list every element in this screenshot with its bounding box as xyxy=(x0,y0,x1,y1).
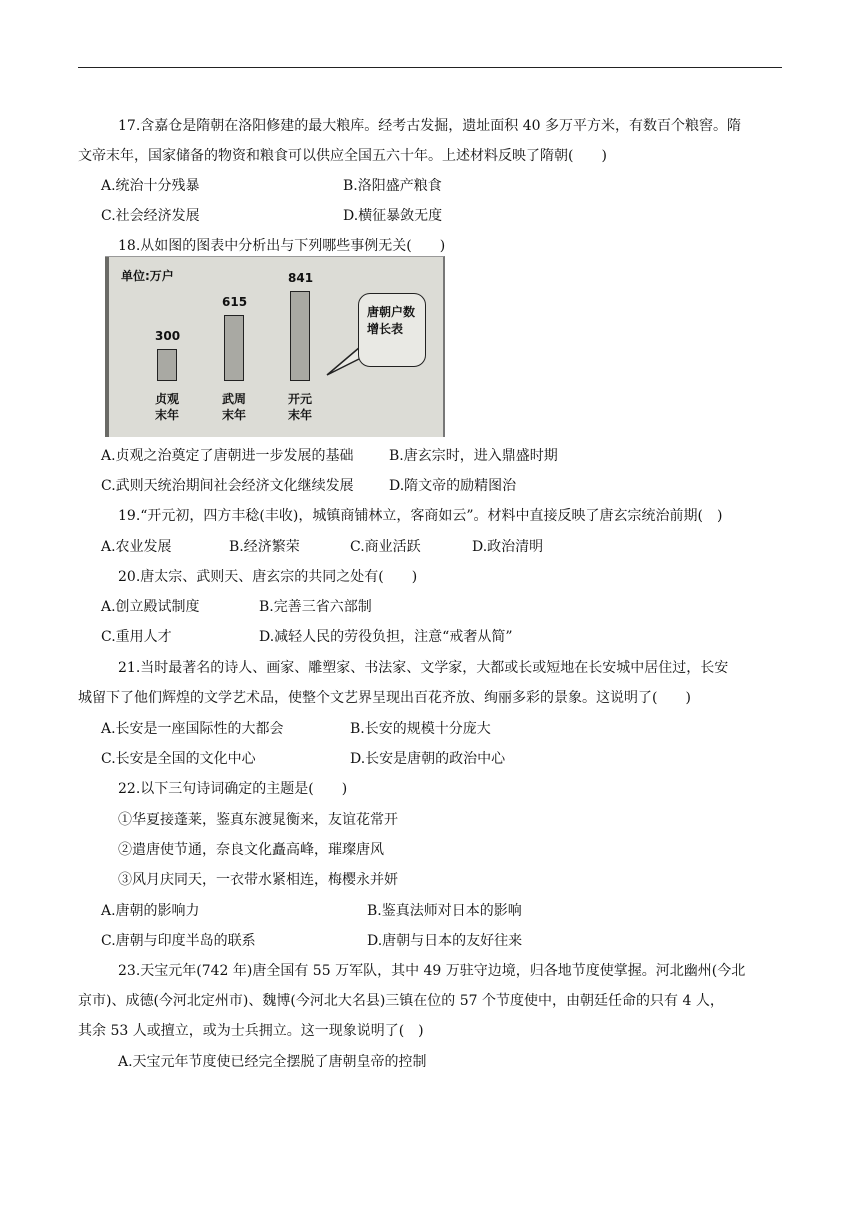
q20-stem: 20.唐太宗、武则天、唐玄宗的共同之处有( ) xyxy=(118,569,418,585)
q18-stem: 18.从如图的图表中分析出与下列哪些事例无关( ) xyxy=(118,238,446,254)
category-label-3: 开元 末年 xyxy=(287,392,312,422)
q17-option-a[interactable]: A.统治十分残暴 xyxy=(101,178,200,194)
q20-option-b[interactable]: B.完善三省六部制 xyxy=(259,599,372,615)
annotation-text: 唐朝户数增长表 xyxy=(367,305,416,336)
category-label-1: 贞观 末年 xyxy=(154,392,179,422)
household-bar-chart xyxy=(105,256,445,437)
q17-option-b[interactable]: B.洛阳盛产粮食 xyxy=(343,178,442,194)
q22-poem-2: ②遣唐使节通，奈良文化矗高峰，璀璨唐风 xyxy=(118,842,384,858)
bar-1 xyxy=(157,349,177,381)
q21-stem-line-1: 21.当时最著名的诗人、画家、雕塑家、书法家、文学家，大都或长或短地在长安城中居住过，长安 xyxy=(118,660,729,676)
q18-option-c[interactable]: C.武则天统治期间社会经济文化继续发展 xyxy=(101,478,354,494)
chart-unit-label: 单位:万户 xyxy=(121,269,174,283)
q20-option-a[interactable]: A.创立殿试制度 xyxy=(101,599,200,615)
q20-option-c[interactable]: C.重用人才 xyxy=(101,629,172,645)
q22-poem-1: ①华夏接蓬莱，鉴真东渡晁衡来，友谊花常开 xyxy=(118,812,398,828)
annotation-bubble xyxy=(358,293,426,367)
q17-stem-line-2: 文帝末年，国家储备的物资和粮食可以供应全国五六十年。上述材料反映了隋朝( ) xyxy=(78,148,607,164)
q21-option-b[interactable]: B.长安的规模十分庞大 xyxy=(350,721,491,737)
q20-option-d[interactable]: D.减轻人民的劳役负担，注意“戒奢从简” xyxy=(259,629,513,645)
q19-option-c[interactable]: C.商业活跃 xyxy=(350,539,421,555)
header-rule xyxy=(78,67,782,68)
q21-option-c[interactable]: C.长安是全国的文化中心 xyxy=(101,751,256,767)
q22-option-d[interactable]: D.唐朝与日本的友好往来 xyxy=(367,933,523,949)
q19-stem: 19.“开元初，四方丰稔(丰收)，城镇商铺林立，客商如云”。材料中直接反映了唐玄宗统治前期( ) xyxy=(118,508,723,524)
q22-poem-3: ③风月庆同天，一衣带水紧相连，梅樱永并妍 xyxy=(118,872,398,888)
q17-option-c[interactable]: C.社会经济发展 xyxy=(101,208,200,224)
q18-option-b[interactable]: B.唐玄宗时，进入鼎盛时期 xyxy=(389,448,558,464)
q22-stem: 22.以下三句诗词确定的主题是( ) xyxy=(118,781,348,797)
bar-value-label-2: 615 xyxy=(222,295,248,309)
q23-stem-line-3: 其余 53 人或擅立，或为士兵拥立。这一现象说明了( ) xyxy=(78,1023,424,1039)
q23-stem-line-2: 京市)、成德(今河北定州市)、魏博(今河北大名县)三镇在位的 57 个节度使中，由朝廷任命的只有 4 人， xyxy=(78,993,724,1009)
category-label-2: 武周 末年 xyxy=(221,392,246,422)
q17-stem-line-1: 17.含嘉仓是隋朝在洛阳修建的最大粮库。经考古发掘，遗址面积 40 多万平方米，有数百个粮窖。隋 xyxy=(118,118,741,134)
q21-option-a[interactable]: A.长安是一座国际性的大都会 xyxy=(101,721,284,737)
q23-option-a[interactable]: A.天宝元年节度使已经完全摆脱了唐朝皇帝的控制 xyxy=(118,1054,427,1070)
q18-option-d[interactable]: D.隋文帝的励精图治 xyxy=(389,478,517,494)
q19-option-d[interactable]: D.政治清明 xyxy=(472,539,544,555)
q19-option-b[interactable]: B.经济繁荣 xyxy=(229,539,300,555)
q17-option-d[interactable]: D.横征暴敛无度 xyxy=(343,208,443,224)
q23-stem-line-1: 23.天宝元年(742 年)唐全国有 55 万军队，其中 49 万驻守边境，归各地节度使掌握。河北幽州(今北 xyxy=(118,963,746,979)
bar-value-label-1: 300 xyxy=(155,329,181,343)
bar-3 xyxy=(290,291,310,381)
q22-option-a[interactable]: A.唐朝的影响力 xyxy=(101,903,200,919)
q18-option-a[interactable]: A.贞观之治奠定了唐朝进一步发展的基础 xyxy=(101,448,354,464)
q22-option-c[interactable]: C.唐朝与印度半岛的联系 xyxy=(101,933,256,949)
q19-option-a[interactable]: A.农业发展 xyxy=(101,539,172,555)
bar-value-label-3: 841 xyxy=(288,271,314,285)
q22-option-b[interactable]: B.鉴真法师对日本的影响 xyxy=(367,903,522,919)
bar-2 xyxy=(224,315,244,381)
q21-option-d[interactable]: D.长安是唐朝的政治中心 xyxy=(350,751,506,767)
q21-stem-line-2: 城留下了他们辉煌的文学艺术品，使整个文艺界呈现出百花齐放、绚丽多彩的景象。这说明了( ) xyxy=(78,690,691,706)
